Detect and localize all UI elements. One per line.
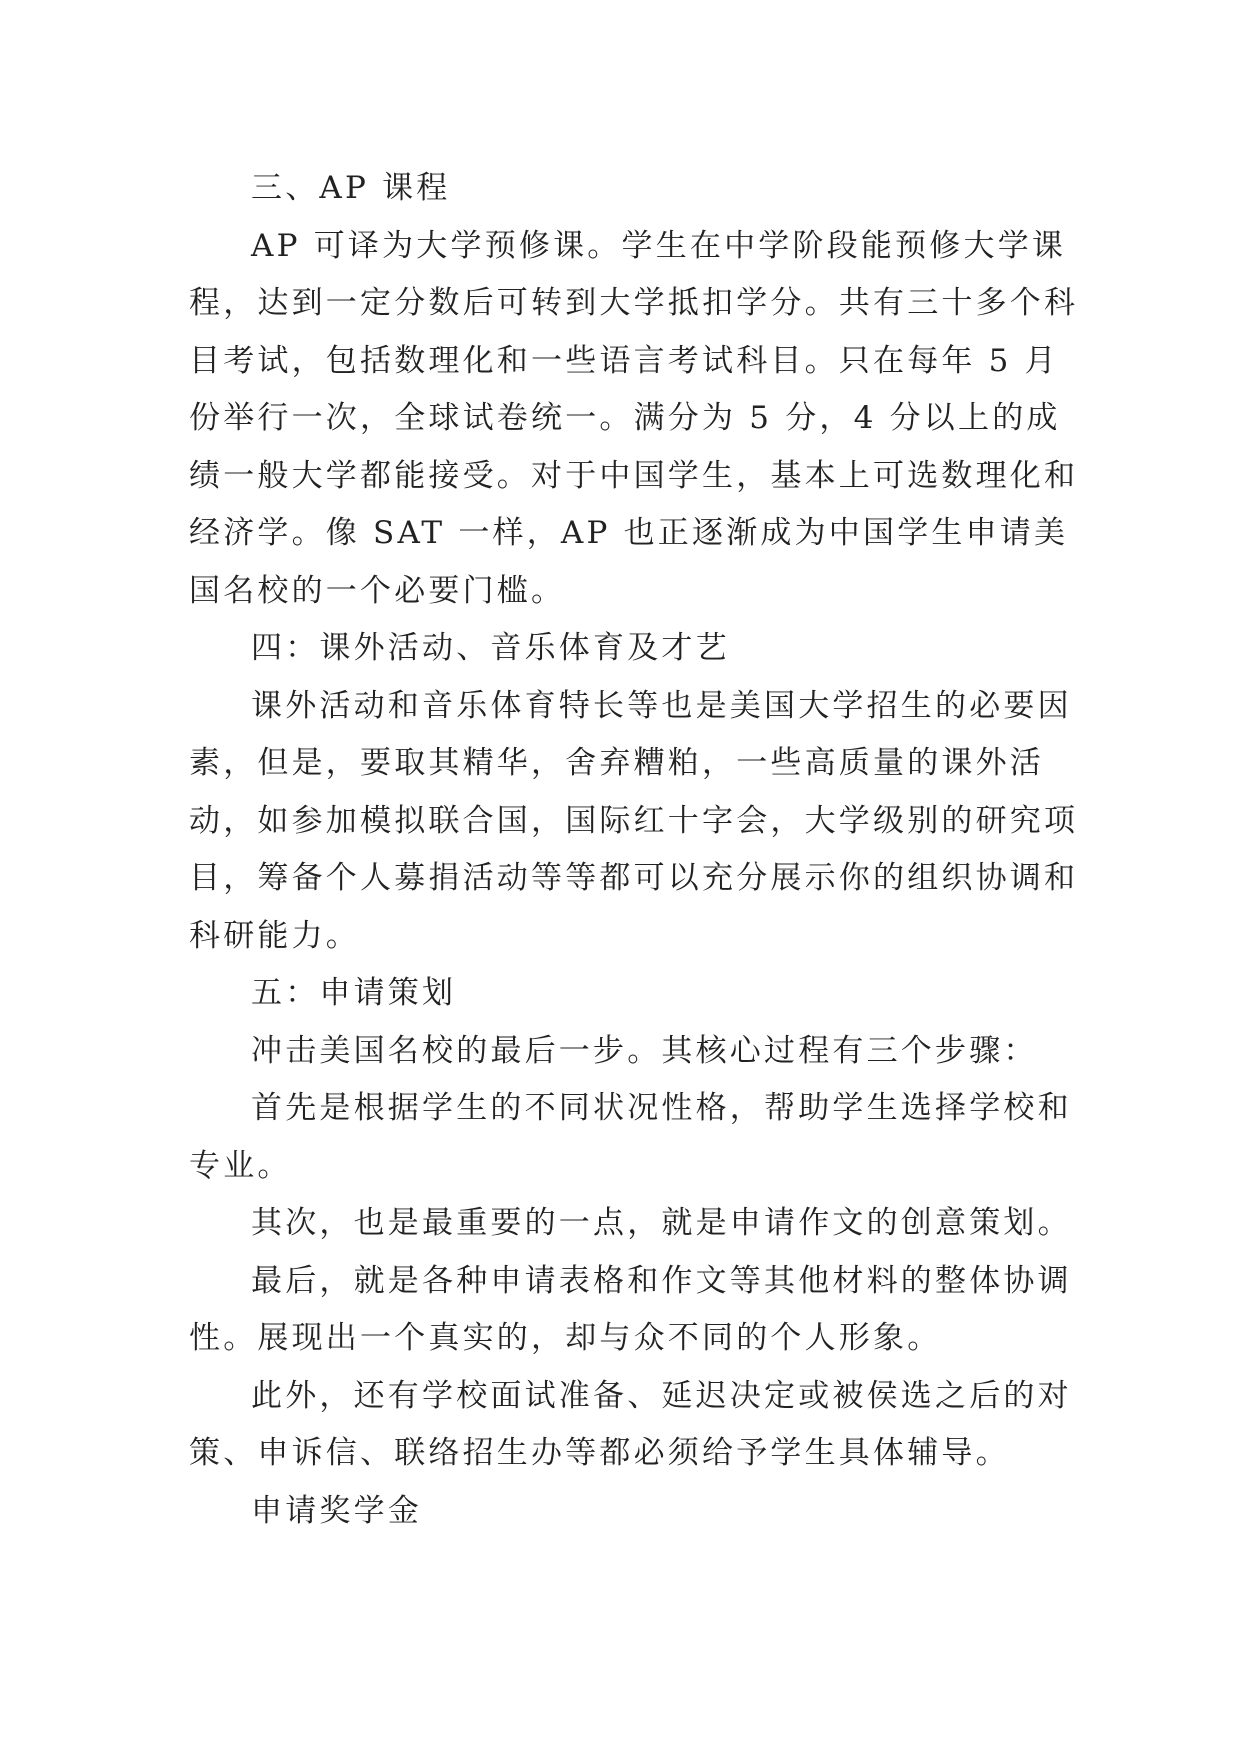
paragraph-additional: 此外，还有学校面试准备、延迟决定或被侯选之后的对策、申诉信、联络招生办等都必须给予学生具体辅导。 [189,1377,1072,1471]
paragraph-extracurricular: 课外活动和音乐体育特长等也是美国大学招生的必要因素，但是，要取其精华，舍弃糟粕，一些高质量的课外活动，如参加模拟联合国，国际红十字会，大学级别的研究项目，筹备个人募捐活动等等都可以充分展示你的组织协调和科研能力。 [189,687,1079,954]
section-heading-scholarship: 申请奖学金 [251,1492,422,1529]
paragraph-step-second: 其次，也是最重要的一点，就是申请作文的创意策划。 [251,1205,1072,1241]
paragraph-planning-intro: 冲击美国名校的最后一步。其核心过程有三个步骤： [251,1032,1038,1069]
section-heading-extracurricular: 四：课外活动、音乐体育及才艺 [251,630,730,666]
section-heading-application-planning: 五：申请策划 [251,975,457,1011]
section-heading-ap-course: 三、AP 课程 [251,170,451,206]
paragraph-ap-description: AP 可译为大学预修课。学生在中学阶段能预修大学课程，达到一定分数后可转到大学抵扣学分。共有三十多个科目考试，包括数理化和一些语言考试科目。只在每年 5 月份举行一次，全球试卷统一。满分为 5 分，4 分以上的成绩一般大学都能接受。对于中国学生，基本上可选数理化和经济学。像 SAT 一样，AP 也正逐渐成为中国学生申请美国名校的一个必要门槛。 [189,227,1079,609]
paragraph-step-last: 最后，就是各种申请表格和作文等其他材料的整体协调性。展现出一个真实的，却与众不同的个人形象。 [189,1262,1072,1356]
document-body [189,160,1089,1540]
paragraph-step-first: 首先是根据学生的不同状况性格，帮助学生选择学校和专业。 [189,1090,1072,1184]
